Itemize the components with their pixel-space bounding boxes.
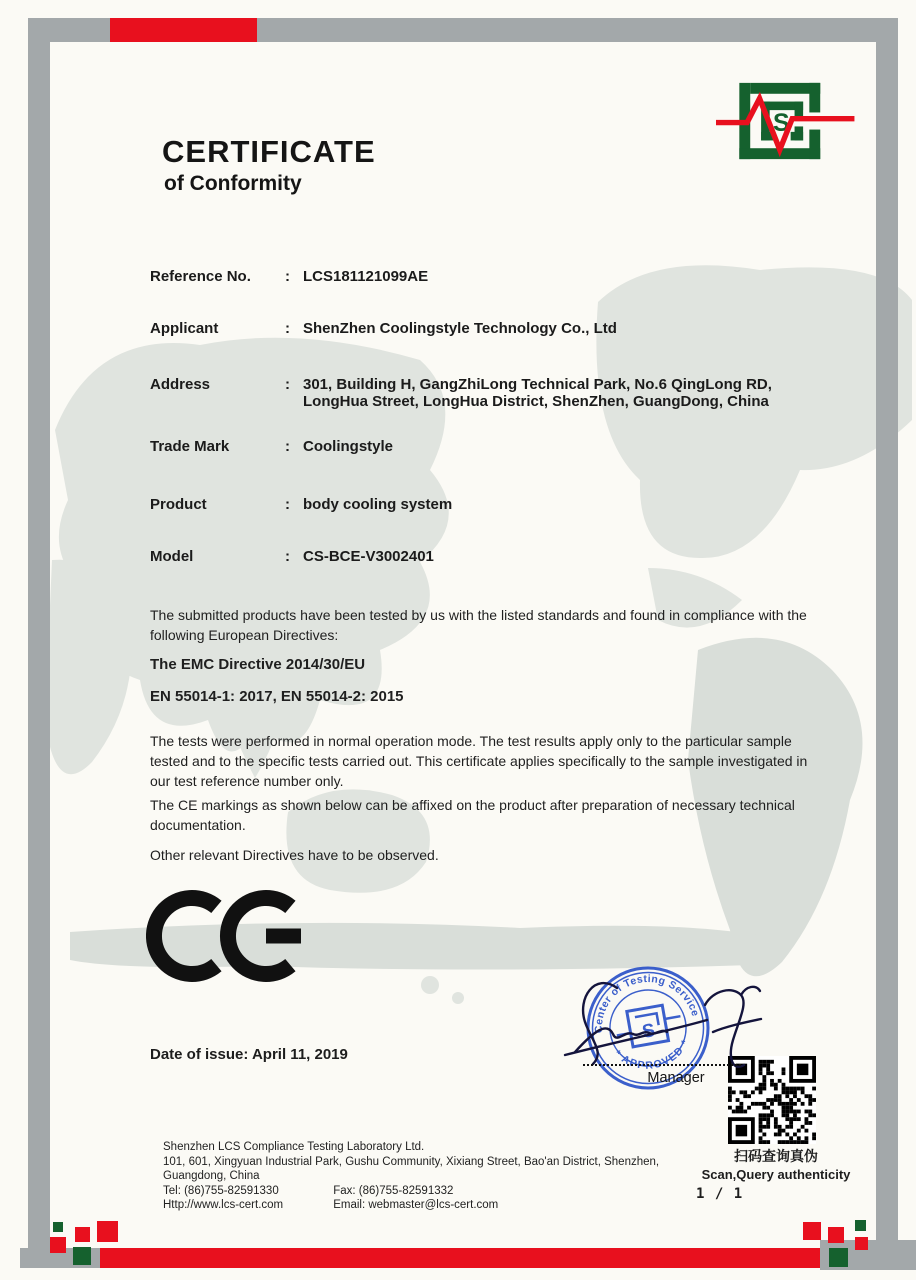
other-note-paragraph: Other relevant Directives have to be observed. [150,847,439,863]
field-colon: : [285,268,290,285]
lab-address-line2: Guangdong, China [163,1170,260,1182]
lab-address-line1: 101, 601, Xingyuan Industrial Park, Gushu Community, Xixiang Street, Bao'an District, Shenzhen, [163,1155,660,1168]
field-colon: : [285,376,290,393]
field-label: Product [150,496,207,513]
lab-tel: Tel: (86)755-82591330 [163,1184,279,1197]
field-colon: : [285,548,290,565]
field-label: Trade Mark [150,438,230,455]
lab-website: Http://www.lcs-cert.com [163,1199,284,1211]
ce-note-paragraph: The CE markings as shown below can be affixed on the product after preparation of necessary technical documentation. [150,797,795,833]
field-value: 301, Building H, GangZhiLong Technical Park, No.6 QingLong RD, LongHua Street, LongHua District, ShenZhen, GuangDong, China [303,376,772,410]
ce-marking-icon [146,884,306,988]
lab-fax: Fax: (86)755-82591332 [333,1184,454,1197]
field-value: ShenZhen Coolingstyle Technology Co., Ltd [303,320,617,337]
qr-caption-english: Scan,Query authenticity [701,1167,851,1182]
lcs-logo [716,72,856,170]
field-row [150,496,838,513]
intro-paragraph: The submitted products have been tested by us with the listed standards and found in compliance with the following European Directives: [150,607,807,643]
field-value: body cooling system [303,496,453,513]
field-label: Applicant [150,320,219,337]
lab-contact-block [163,1140,659,1213]
stamp-arc-bottom-text: * APPROVED * [611,1036,693,1072]
field-row [150,438,838,455]
stamp-arc-top-text: Center of Testing Service [592,972,702,1034]
field-colon: : [285,320,290,337]
page-number: 1 / 1 [696,1186,744,1202]
field-label: Reference No. [150,268,251,285]
field-row [150,268,838,285]
stamp-logo-letter: S [640,1020,657,1043]
directive-line: The EMC Directive 2014/30/EU [150,656,366,673]
qr-caption-chinese: 扫码查询真伪 [734,1148,818,1164]
field-label: Model [150,548,194,565]
test-note-paragraph: The tests were performed in normal operation mode. The test results apply only to the particular sample tested and to the specific tests carried out. This certificate applies specifically to the sample investigated in our test reference number only. [150,733,808,789]
field-colon: : [285,496,290,513]
signature-line [583,1064,741,1066]
certificate-title-block [162,134,376,196]
qr-caption [690,1146,862,1182]
date-of-issue: Date of issue: April 11, 2019 [150,1046,348,1063]
field-value: LCS181121099AE [303,268,429,285]
field-value: CS-BCE-V3002401 [303,548,434,565]
field-label: Address [150,376,211,393]
field-row [150,320,838,337]
standards-line: EN 55014-1: 2017, EN 55014-2: 2015 [150,688,404,705]
page-title: CERTIFICATE [162,134,376,169]
field-row [150,548,838,565]
field-colon: : [285,438,290,455]
logo-letter: S [773,109,790,138]
lab-company-name: Shenzhen LCS Compliance Testing Laboratory Ltd. [163,1141,425,1153]
field-value: Coolingstyle [303,438,394,455]
field-row [150,376,838,410]
signer-role: Manager [647,1070,705,1086]
lab-email: Email: webmaster@lcs-cert.com [333,1199,499,1211]
page-subtitle: of Conformity [164,172,302,195]
